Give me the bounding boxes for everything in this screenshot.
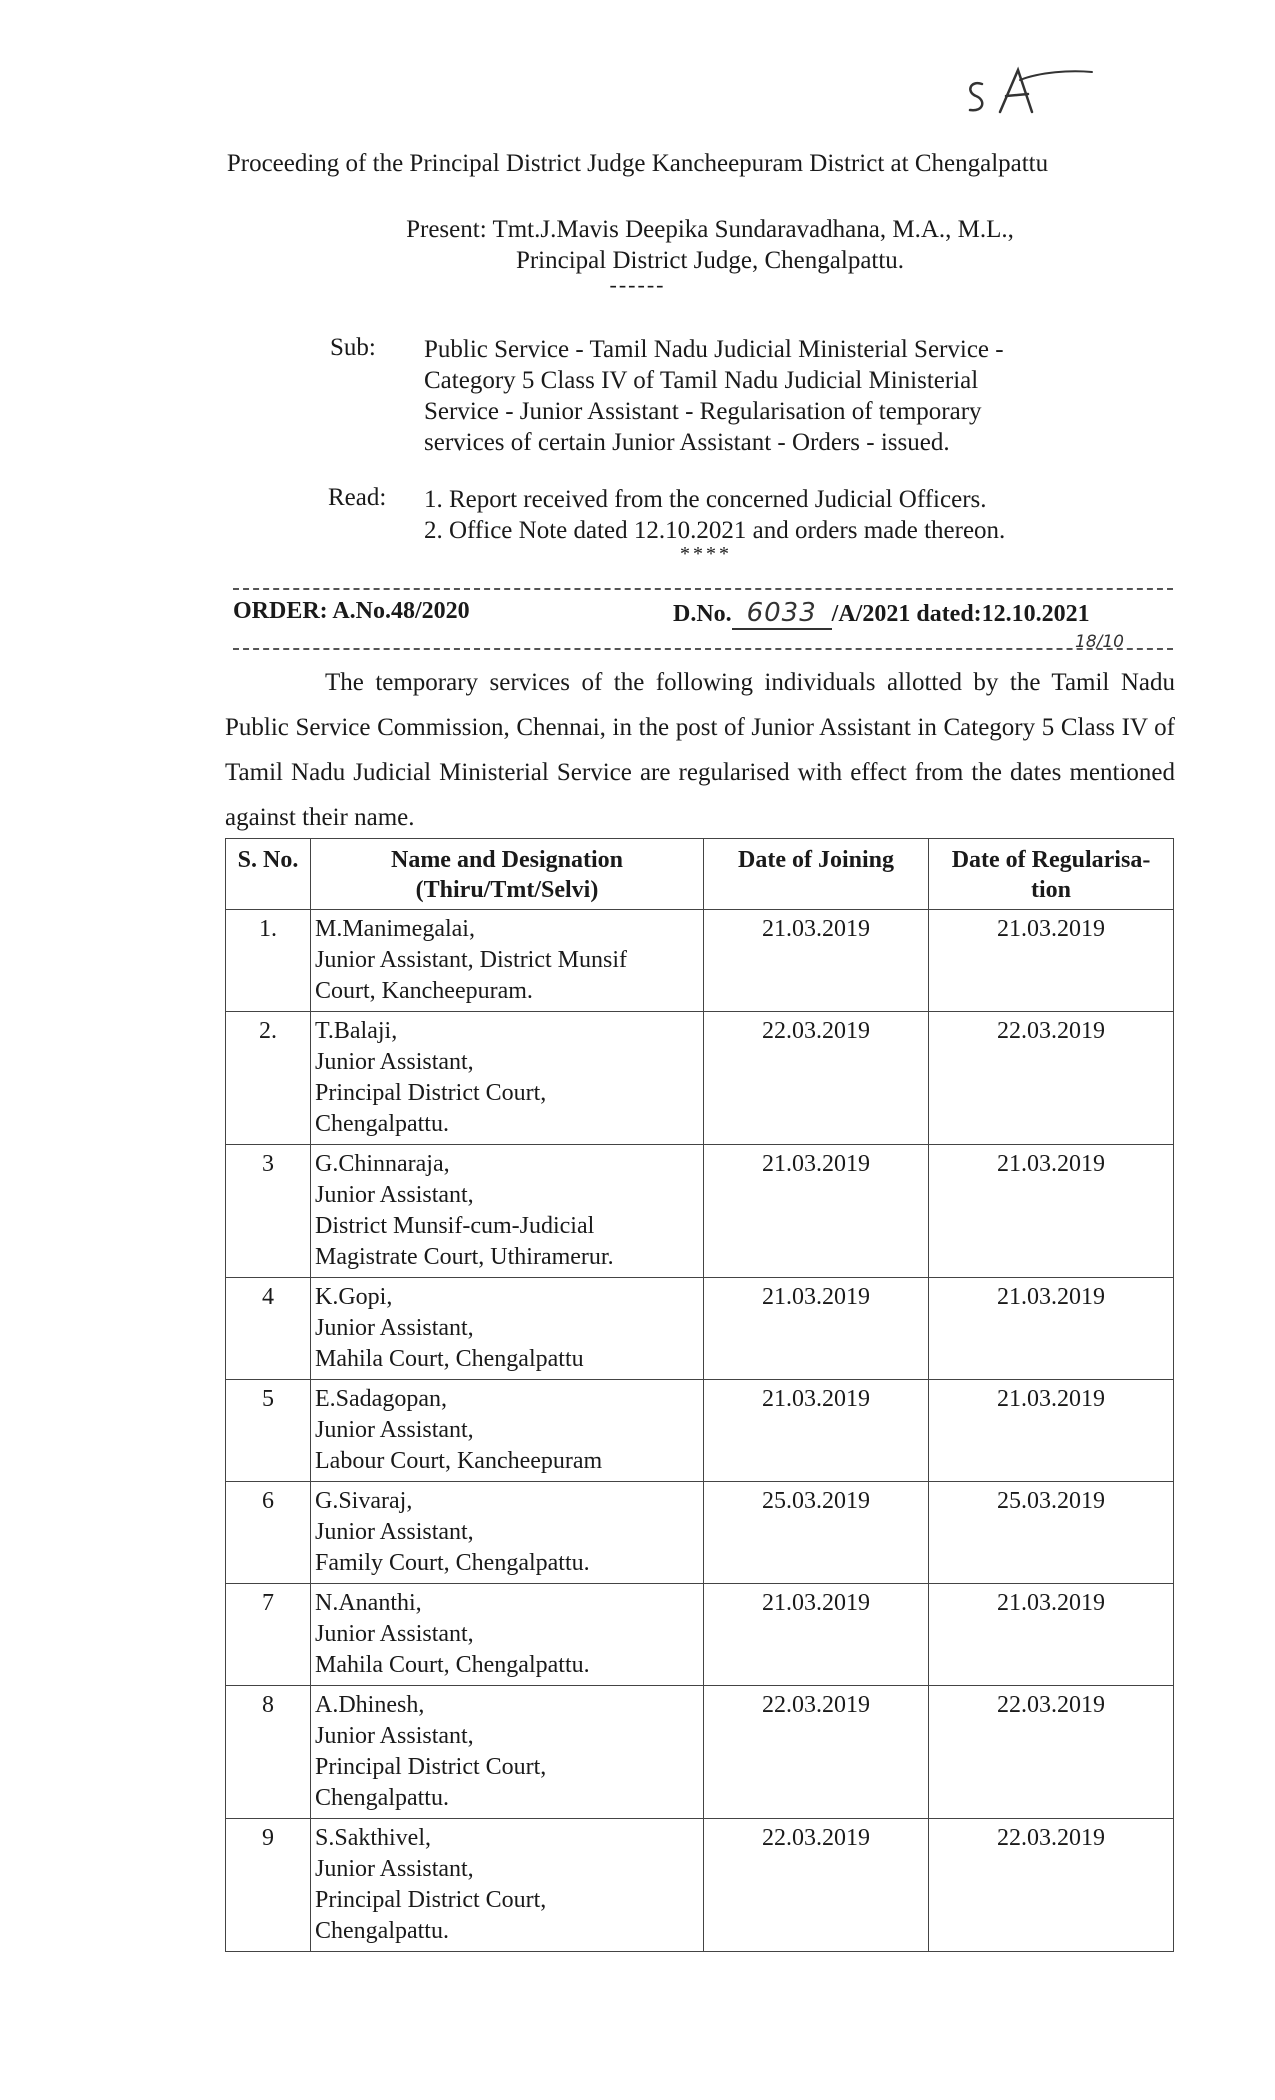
table-body	[226, 910, 1174, 1952]
handwritten-initials: 18/10	[1075, 632, 1124, 652]
name-line: Principal District Court,	[315, 1887, 547, 1913]
cell-date-of-regularisation: 21.03.2019	[929, 1584, 1174, 1686]
cell-name-designation	[311, 1145, 704, 1278]
name-line: District Munsif-cum-Judicial	[315, 1213, 595, 1239]
read-stars: ****	[680, 543, 732, 565]
handwritten-corner-mark	[960, 62, 1100, 122]
cell-sno: 5	[226, 1380, 311, 1482]
name-line: Chengalpattu.	[315, 1918, 449, 1944]
name-line: Family Court, Chengalpattu.	[315, 1550, 590, 1576]
cell-date-of-regularisation: 21.03.2019	[929, 910, 1174, 1012]
name-line: Junior Assistant,	[315, 1049, 474, 1075]
table-row	[226, 910, 1174, 1012]
read-line: 1. Report received from the concerned Judicial Officers.	[424, 486, 987, 513]
read-text	[424, 484, 1144, 546]
cell-name-designation	[311, 1482, 704, 1584]
present-block	[300, 214, 1120, 276]
cell-sno: 8	[226, 1686, 311, 1819]
cell-sno: 2.	[226, 1012, 311, 1145]
name-line: Court, Kancheepuram.	[315, 978, 533, 1004]
cell-date-of-joining: 21.03.2019	[704, 1278, 929, 1380]
table-row	[226, 1278, 1174, 1380]
name-line: Mahila Court, Chengalpattu.	[315, 1652, 590, 1678]
cell-name-designation	[311, 1012, 704, 1145]
cell-date-of-regularisation: 21.03.2019	[929, 1145, 1174, 1278]
name-line: Chengalpattu.	[315, 1111, 449, 1137]
cell-date-of-joining: 21.03.2019	[704, 1380, 929, 1482]
present-line-1: Present: Tmt.J.Mavis Deepika Sundaravadhana, M.A., M.L.,	[406, 216, 1014, 243]
name-line: N.Ananthi,	[315, 1590, 422, 1616]
cell-sno: 6	[226, 1482, 311, 1584]
dno-handwritten-number: 6033	[732, 598, 832, 630]
name-line: Junior Assistant,	[315, 1621, 474, 1647]
header-date-of-joining: Date of Joining	[704, 839, 929, 910]
table-row	[226, 1584, 1174, 1686]
subject-text	[424, 334, 1144, 458]
cell-date-of-joining: 21.03.2019	[704, 1145, 929, 1278]
order-number: ORDER: A.No.48/2020	[233, 598, 470, 624]
header-name-line-2: (Thiru/Tmt/Selvi)	[415, 877, 599, 903]
name-line: Junior Assistant,	[315, 1723, 474, 1749]
table-row	[226, 1819, 1174, 1952]
name-line: Junior Assistant,	[315, 1182, 474, 1208]
table-row	[226, 1012, 1174, 1145]
cell-date-of-regularisation: 21.03.2019	[929, 1278, 1174, 1380]
order-line	[233, 598, 1173, 632]
cell-date-of-regularisation: 22.03.2019	[929, 1819, 1174, 1952]
document-heading: Proceeding of the Principal District Judge Kancheepuram District at Chengalpattu	[226, 150, 1049, 177]
table-row	[226, 1145, 1174, 1278]
cell-name-designation	[311, 910, 704, 1012]
cell-date-of-regularisation: 22.03.2019	[929, 1012, 1174, 1145]
name-line: Labour Court, Kancheepuram	[315, 1448, 603, 1474]
name-line: Mahila Court, Chengalpattu	[315, 1346, 584, 1372]
cell-sno: 9	[226, 1819, 311, 1952]
name-line: E.Sadagopan,	[315, 1386, 447, 1412]
header-date-of-regularisation	[929, 839, 1174, 910]
name-line: T.Balaji,	[315, 1018, 398, 1044]
name-line: Junior Assistant,	[315, 1856, 474, 1882]
cell-date-of-joining: 22.03.2019	[704, 1819, 929, 1952]
present-line-2: Principal District Judge, Chengalpattu.	[515, 247, 905, 274]
cell-date-of-regularisation: 21.03.2019	[929, 1380, 1174, 1482]
subject-line: Public Service - Tamil Nadu Judicial Ministerial Service -	[424, 336, 1004, 363]
cell-sno: 1.	[226, 910, 311, 1012]
header-name-line-1: Name and Designation	[390, 847, 624, 873]
cell-date-of-joining: 25.03.2019	[704, 1482, 929, 1584]
present-separator: ------	[609, 272, 666, 297]
order-paragraph: The temporary services of the following individuals allotted by the Tamil Nadu Public Service Commission, Chennai, in the post of Junior Assistant in Category 5 Class IV of Tamil Nadu Judicial Ministerial Service are regularised with effect from the dates mentioned against their name.	[225, 669, 1175, 831]
cell-name-designation	[311, 1819, 704, 1952]
name-line: G.Sivaraj,	[315, 1488, 413, 1514]
cell-sno: 7	[226, 1584, 311, 1686]
read-line: 2. Office Note dated 12.10.2021 and orders made thereon.	[424, 517, 1006, 544]
subject-line: Service - Junior Assistant - Regularisation of temporary	[424, 398, 982, 425]
dno-suffix: /A/2021 dated:12.10.2021	[831, 601, 1090, 627]
name-line: S.Sakthivel,	[315, 1825, 432, 1851]
name-line: Principal District Court,	[315, 1080, 547, 1106]
subject-label: Sub:	[330, 334, 376, 361]
table-row	[226, 1686, 1174, 1819]
name-line: Principal District Court,	[315, 1754, 547, 1780]
name-line: Junior Assistant,	[315, 1417, 474, 1443]
name-line: K.Gopi,	[315, 1284, 393, 1310]
name-line: M.Manimegalai,	[315, 916, 475, 942]
regularisation-table	[225, 838, 1174, 1952]
header-sno: S. No.	[226, 839, 311, 910]
header-dor-line-1: Date of Regularisa-	[951, 847, 1151, 873]
cell-date-of-joining: 21.03.2019	[704, 1584, 929, 1686]
cell-date-of-joining: 21.03.2019	[704, 910, 929, 1012]
name-line: Junior Assistant,	[315, 1315, 474, 1341]
cell-date-of-joining: 22.03.2019	[704, 1686, 929, 1819]
name-line: Chengalpattu.	[315, 1785, 449, 1811]
cell-date-of-regularisation: 22.03.2019	[929, 1686, 1174, 1819]
name-line: Junior Assistant,	[315, 1519, 474, 1545]
subject-line: services of certain Junior Assistant - Orders - issued.	[424, 429, 950, 456]
cell-name-designation	[311, 1584, 704, 1686]
dashed-rule-top	[233, 588, 1173, 590]
cell-date-of-regularisation: 25.03.2019	[929, 1482, 1174, 1584]
table-row	[226, 1380, 1174, 1482]
table-header-row	[226, 839, 1174, 910]
cell-sno: 3	[226, 1145, 311, 1278]
table-row	[226, 1482, 1174, 1584]
header-dor-line-2: tion	[1030, 877, 1071, 903]
name-line: Junior Assistant, District Munsif	[315, 947, 628, 973]
dno-prefix: D.No.	[673, 601, 732, 627]
cell-name-designation	[311, 1380, 704, 1482]
order-dno	[673, 598, 1090, 630]
name-line: G.Chinnaraja,	[315, 1151, 450, 1177]
cell-date-of-joining: 22.03.2019	[704, 1012, 929, 1145]
name-line: A.Dhinesh,	[315, 1692, 425, 1718]
name-line: Magistrate Court, Uthiramerur.	[315, 1244, 614, 1270]
header-name	[311, 839, 704, 910]
dashed-rule-bottom	[233, 648, 1173, 650]
cell-sno: 4	[226, 1278, 311, 1380]
cell-name-designation	[311, 1278, 704, 1380]
subject-line: Category 5 Class IV of Tamil Nadu Judicial Ministerial	[424, 367, 979, 394]
read-label: Read:	[328, 484, 387, 511]
cell-name-designation	[311, 1686, 704, 1819]
